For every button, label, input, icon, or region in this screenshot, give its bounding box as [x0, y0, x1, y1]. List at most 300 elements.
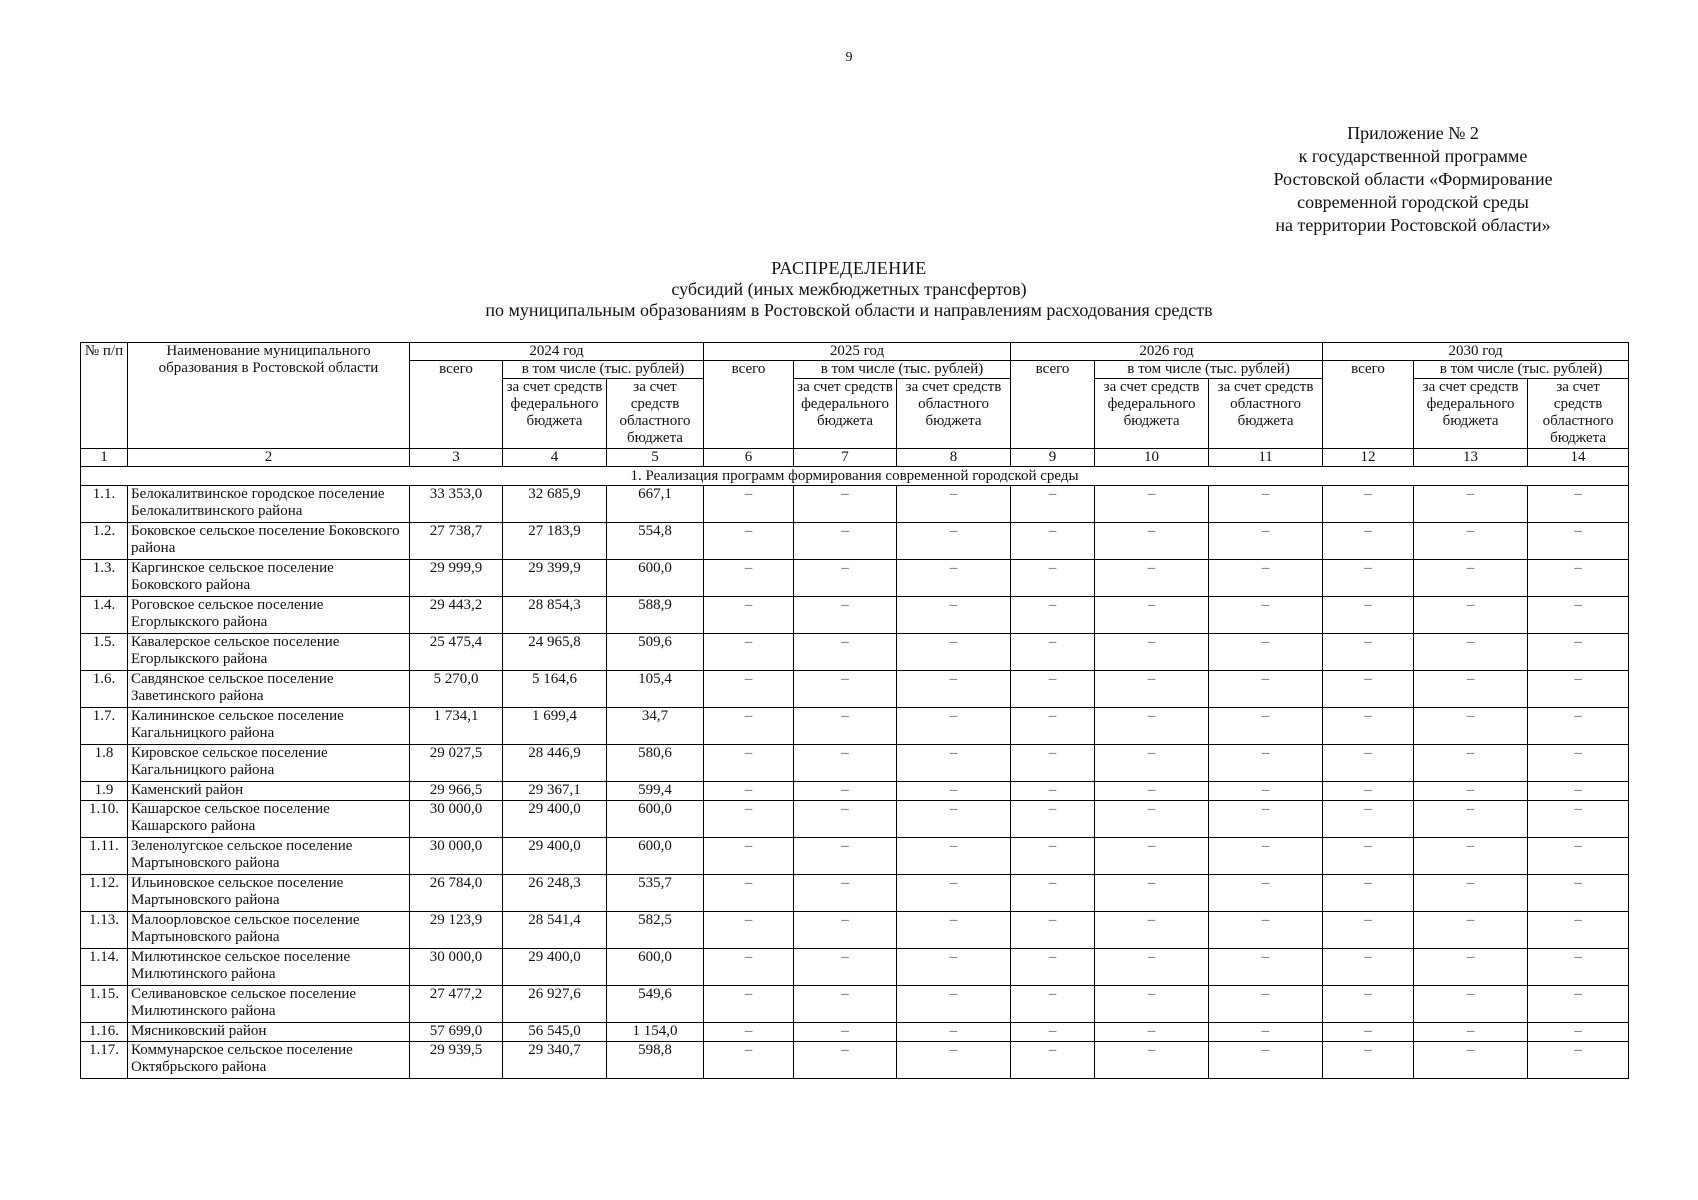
- amount-federal: 26 927,6: [503, 986, 607, 1023]
- empty-value: –: [704, 745, 794, 782]
- column-number: 5: [607, 449, 704, 467]
- empty-value: –: [1323, 671, 1414, 708]
- amount-federal: 27 183,9: [503, 523, 607, 560]
- amount-total: 33 353,0: [410, 486, 503, 523]
- empty-value: –: [1011, 634, 1095, 671]
- page-number: 9: [845, 50, 853, 65]
- empty-value: –: [1095, 671, 1209, 708]
- empty-value: –: [1209, 671, 1323, 708]
- amount-total: 29 443,2: [410, 597, 503, 634]
- column-number: 1: [81, 449, 128, 467]
- empty-value: –: [1528, 912, 1629, 949]
- empty-value: –: [1095, 745, 1209, 782]
- table-row: [81, 560, 1629, 597]
- empty-value: –: [897, 986, 1011, 1023]
- amount-regional: 600,0: [607, 838, 704, 875]
- column-number: 10: [1095, 449, 1209, 467]
- empty-value: –: [1095, 801, 1209, 838]
- header-regional: за счет средств областного бюджета: [1528, 379, 1629, 449]
- municipality-name: Савдянское сельское поселение Заветинского района: [128, 671, 410, 708]
- empty-value: –: [1528, 986, 1629, 1023]
- table-row: [81, 634, 1629, 671]
- empty-value: –: [1209, 949, 1323, 986]
- empty-value: –: [1095, 486, 1209, 523]
- header-total: всего: [410, 361, 503, 449]
- row-number: 1.3.: [81, 560, 128, 597]
- empty-value: –: [704, 949, 794, 986]
- amount-regional: 582,5: [607, 912, 704, 949]
- empty-value: –: [1528, 634, 1629, 671]
- empty-value: –: [794, 986, 897, 1023]
- empty-value: –: [1011, 708, 1095, 745]
- empty-value: –: [704, 671, 794, 708]
- empty-value: –: [1414, 560, 1528, 597]
- empty-value: –: [1209, 986, 1323, 1023]
- amount-regional: 535,7: [607, 875, 704, 912]
- column-number: 4: [503, 449, 607, 467]
- empty-value: –: [1414, 838, 1528, 875]
- empty-value: –: [1209, 634, 1323, 671]
- empty-value: –: [704, 523, 794, 560]
- empty-value: –: [794, 1042, 897, 1079]
- empty-value: –: [1209, 801, 1323, 838]
- empty-value: –: [1528, 523, 1629, 560]
- section-row: [81, 467, 1629, 486]
- empty-value: –: [1209, 912, 1323, 949]
- row-number: 1.14.: [81, 949, 128, 986]
- header-federal: за счет средств федерального бюджета: [1414, 379, 1528, 449]
- empty-value: –: [1323, 523, 1414, 560]
- amount-federal: 26 248,3: [503, 875, 607, 912]
- empty-value: –: [1011, 949, 1095, 986]
- empty-value: –: [897, 875, 1011, 912]
- empty-value: –: [1011, 597, 1095, 634]
- empty-value: –: [1414, 523, 1528, 560]
- empty-value: –: [794, 671, 897, 708]
- row-number: 1.2.: [81, 523, 128, 560]
- empty-value: –: [1323, 560, 1414, 597]
- empty-value: –: [897, 597, 1011, 634]
- empty-value: –: [704, 801, 794, 838]
- amount-regional: 600,0: [607, 801, 704, 838]
- empty-value: –: [1011, 1023, 1095, 1042]
- municipality-name: Селивановское сельское поселение Милютинского района: [128, 986, 410, 1023]
- empty-value: –: [897, 708, 1011, 745]
- empty-value: –: [1414, 801, 1528, 838]
- empty-value: –: [704, 634, 794, 671]
- empty-value: –: [1209, 708, 1323, 745]
- empty-value: –: [1209, 486, 1323, 523]
- empty-value: –: [897, 671, 1011, 708]
- header-regional: за счет средств областного бюджета: [897, 379, 1011, 449]
- empty-value: –: [794, 1023, 897, 1042]
- header-total: всего: [704, 361, 794, 449]
- table-row: [81, 745, 1629, 782]
- row-number: 1.13.: [81, 912, 128, 949]
- empty-value: –: [1011, 986, 1095, 1023]
- appendix-line: Ростовской области «Формирование: [1273, 169, 1553, 189]
- table-row: [81, 523, 1629, 560]
- header-year: 2026 год: [1011, 343, 1323, 361]
- municipality-name: Калининское сельское поселение Кагальницкого района: [128, 708, 410, 745]
- empty-value: –: [704, 1042, 794, 1079]
- empty-value: –: [897, 634, 1011, 671]
- empty-value: –: [897, 1023, 1011, 1042]
- empty-value: –: [1528, 782, 1629, 801]
- empty-value: –: [1095, 597, 1209, 634]
- municipality-name: Кавалерское сельское поселение Егорлыкского района: [128, 634, 410, 671]
- column-number: 8: [897, 449, 1011, 467]
- empty-value: –: [1414, 671, 1528, 708]
- empty-value: –: [1323, 875, 1414, 912]
- amount-federal: 32 685,9: [503, 486, 607, 523]
- empty-value: –: [1528, 1023, 1629, 1042]
- empty-value: –: [1011, 560, 1095, 597]
- header-name: Наименование муниципального образования в Ростовской области: [128, 343, 410, 449]
- empty-value: –: [794, 560, 897, 597]
- empty-value: –: [704, 782, 794, 801]
- row-number: 1.17.: [81, 1042, 128, 1079]
- table-row: [81, 1042, 1629, 1079]
- amount-regional: 580,6: [607, 745, 704, 782]
- row-number: 1.6.: [81, 671, 128, 708]
- empty-value: –: [1011, 671, 1095, 708]
- empty-value: –: [1414, 634, 1528, 671]
- header-including: в том числе (тыс. рублей): [794, 361, 1011, 379]
- empty-value: –: [1414, 949, 1528, 986]
- empty-value: –: [1209, 1023, 1323, 1042]
- empty-value: –: [1414, 745, 1528, 782]
- empty-value: –: [794, 597, 897, 634]
- amount-regional: 1 154,0: [607, 1023, 704, 1042]
- empty-value: –: [1011, 486, 1095, 523]
- column-number: 9: [1011, 449, 1095, 467]
- empty-value: –: [794, 486, 897, 523]
- column-number: 2: [128, 449, 410, 467]
- amount-total: 27 738,7: [410, 523, 503, 560]
- empty-value: –: [1323, 634, 1414, 671]
- amount-regional: 105,4: [607, 671, 704, 708]
- empty-value: –: [1011, 912, 1095, 949]
- empty-value: –: [1095, 634, 1209, 671]
- amount-total: 29 027,5: [410, 745, 503, 782]
- column-number: 7: [794, 449, 897, 467]
- table-row: [81, 486, 1629, 523]
- empty-value: –: [1323, 949, 1414, 986]
- amount-federal: 28 446,9: [503, 745, 607, 782]
- empty-value: –: [794, 708, 897, 745]
- header-num: № п/п: [81, 343, 128, 449]
- empty-value: –: [704, 838, 794, 875]
- amount-federal: 28 854,3: [503, 597, 607, 634]
- empty-value: –: [897, 782, 1011, 801]
- empty-value: –: [1323, 1023, 1414, 1042]
- distribution-table: [80, 342, 1629, 1079]
- column-number: 11: [1209, 449, 1323, 467]
- amount-federal: 29 400,0: [503, 838, 607, 875]
- empty-value: –: [1528, 745, 1629, 782]
- header-federal: за счет средств федерального бюджета: [503, 379, 607, 449]
- empty-value: –: [1528, 486, 1629, 523]
- amount-total: 29 123,9: [410, 912, 503, 949]
- amount-total: 29 999,9: [410, 560, 503, 597]
- amount-total: 26 784,0: [410, 875, 503, 912]
- row-number: 1.10.: [81, 801, 128, 838]
- empty-value: –: [1414, 986, 1528, 1023]
- amount-regional: 600,0: [607, 949, 704, 986]
- empty-value: –: [794, 875, 897, 912]
- row-number: 1.11.: [81, 838, 128, 875]
- municipality-name: Кировское сельское поселение Кагальницкого района: [128, 745, 410, 782]
- row-number: 1.7.: [81, 708, 128, 745]
- amount-federal: 29 340,7: [503, 1042, 607, 1079]
- appendix-line: к государственной программе: [1298, 146, 1528, 166]
- empty-value: –: [704, 560, 794, 597]
- header-federal: за счет средств федерального бюджета: [1095, 379, 1209, 449]
- empty-value: –: [704, 986, 794, 1023]
- row-number: 1.1.: [81, 486, 128, 523]
- column-number: 12: [1323, 449, 1414, 467]
- empty-value: –: [897, 801, 1011, 838]
- header-year: 2025 год: [704, 343, 1011, 361]
- table-row: [81, 912, 1629, 949]
- empty-value: –: [897, 560, 1011, 597]
- municipality-name: Ильиновское сельское поселение Мартыновского района: [128, 875, 410, 912]
- empty-value: –: [1011, 523, 1095, 560]
- amount-regional: 509,6: [607, 634, 704, 671]
- empty-value: –: [704, 708, 794, 745]
- municipality-name: Кашарское сельское поселение Кашарского района: [128, 801, 410, 838]
- appendix-line: на территории Ростовской области»: [1275, 215, 1551, 235]
- header-year: 2030 год: [1323, 343, 1629, 361]
- empty-value: –: [1011, 801, 1095, 838]
- amount-federal: 29 367,1: [503, 782, 607, 801]
- amount-federal: 28 541,4: [503, 912, 607, 949]
- empty-value: –: [794, 949, 897, 986]
- empty-value: –: [1209, 597, 1323, 634]
- amount-regional: 599,4: [607, 782, 704, 801]
- table-row: [81, 949, 1629, 986]
- empty-value: –: [1095, 838, 1209, 875]
- row-number: 1.4.: [81, 597, 128, 634]
- empty-value: –: [1011, 838, 1095, 875]
- amount-total: 1 734,1: [410, 708, 503, 745]
- amount-total: 30 000,0: [410, 838, 503, 875]
- table-row: [81, 1023, 1629, 1042]
- amount-regional: 34,7: [607, 708, 704, 745]
- empty-value: –: [1414, 1042, 1528, 1079]
- empty-value: –: [1323, 1042, 1414, 1079]
- amount-regional: 600,0: [607, 560, 704, 597]
- empty-value: –: [1323, 782, 1414, 801]
- amount-total: 5 270,0: [410, 671, 503, 708]
- empty-value: –: [1414, 1023, 1528, 1042]
- empty-value: –: [897, 1042, 1011, 1079]
- row-number: 1.8: [81, 745, 128, 782]
- empty-value: –: [1095, 560, 1209, 597]
- empty-value: –: [1011, 1042, 1095, 1079]
- header-including: в том числе (тыс. рублей): [503, 361, 704, 379]
- amount-federal: 1 699,4: [503, 708, 607, 745]
- empty-value: –: [1095, 523, 1209, 560]
- data-rows: [81, 486, 1629, 1079]
- section-title: 1. Реализация программ формирования современной городской среды: [81, 467, 1629, 486]
- empty-value: –: [794, 838, 897, 875]
- empty-value: –: [1528, 671, 1629, 708]
- amount-total: 57 699,0: [410, 1023, 503, 1042]
- empty-value: –: [704, 875, 794, 912]
- municipality-name: Белокалитвинское городское поселение Белокалитвинского района: [128, 486, 410, 523]
- empty-value: –: [1209, 560, 1323, 597]
- empty-value: –: [794, 634, 897, 671]
- municipality-name: Каргинское сельское поселение Боковского района: [128, 560, 410, 597]
- empty-value: –: [897, 523, 1011, 560]
- empty-value: –: [1323, 838, 1414, 875]
- municipality-name: Боковское сельское поселение Боковского района: [128, 523, 410, 560]
- empty-value: –: [897, 912, 1011, 949]
- empty-value: –: [1414, 912, 1528, 949]
- amount-federal: 5 164,6: [503, 671, 607, 708]
- amount-regional: 554,8: [607, 523, 704, 560]
- amount-regional: 598,8: [607, 1042, 704, 1079]
- empty-value: –: [794, 912, 897, 949]
- column-number: 6: [704, 449, 794, 467]
- empty-value: –: [1209, 523, 1323, 560]
- empty-value: –: [1528, 801, 1629, 838]
- row-number: 1.12.: [81, 875, 128, 912]
- table-row: [81, 801, 1629, 838]
- header-federal: за счет средств федерального бюджета: [794, 379, 897, 449]
- empty-value: –: [1095, 912, 1209, 949]
- empty-value: –: [1209, 782, 1323, 801]
- table-row: [81, 708, 1629, 745]
- empty-value: –: [1209, 745, 1323, 782]
- amount-regional: 667,1: [607, 486, 704, 523]
- empty-value: –: [1414, 486, 1528, 523]
- empty-value: –: [1323, 912, 1414, 949]
- amount-federal: 24 965,8: [503, 634, 607, 671]
- empty-value: –: [897, 949, 1011, 986]
- empty-value: –: [794, 801, 897, 838]
- empty-value: –: [897, 745, 1011, 782]
- empty-value: –: [897, 838, 1011, 875]
- amount-total: 30 000,0: [410, 949, 503, 986]
- row-number: 1.5.: [81, 634, 128, 671]
- amount-total: 25 475,4: [410, 634, 503, 671]
- amount-federal: 29 400,0: [503, 801, 607, 838]
- empty-value: –: [1414, 708, 1528, 745]
- document-heading: [0, 258, 1698, 321]
- amount-federal: 56 545,0: [503, 1023, 607, 1042]
- empty-value: –: [1414, 597, 1528, 634]
- empty-value: –: [1528, 949, 1629, 986]
- document-title: РАСПРЕДЕЛЕНИЕ: [771, 258, 927, 278]
- table-row: [81, 597, 1629, 634]
- column-number: 14: [1528, 449, 1629, 467]
- appendix-line: Приложение № 2: [1347, 123, 1479, 143]
- empty-value: –: [794, 745, 897, 782]
- empty-value: –: [1095, 875, 1209, 912]
- empty-value: –: [1095, 986, 1209, 1023]
- empty-value: –: [1011, 782, 1095, 801]
- header-total: всего: [1011, 361, 1095, 449]
- header-including: в том числе (тыс. рублей): [1414, 361, 1629, 379]
- empty-value: –: [1011, 875, 1095, 912]
- empty-value: –: [1414, 875, 1528, 912]
- empty-value: –: [1323, 745, 1414, 782]
- table-row: [81, 671, 1629, 708]
- amount-federal: 29 399,9: [503, 560, 607, 597]
- municipality-name: Мясниковский район: [128, 1023, 410, 1042]
- header-including: в том числе (тыс. рублей): [1095, 361, 1323, 379]
- empty-value: –: [1414, 782, 1528, 801]
- empty-value: –: [1528, 560, 1629, 597]
- empty-value: –: [1528, 875, 1629, 912]
- amount-total: 30 000,0: [410, 801, 503, 838]
- municipality-name: Милютинское сельское поселение Милютинского района: [128, 949, 410, 986]
- column-number: 13: [1414, 449, 1528, 467]
- column-number-row: [81, 449, 1629, 467]
- municipality-name: Малоорловское сельское поселение Мартыновского района: [128, 912, 410, 949]
- empty-value: –: [1323, 708, 1414, 745]
- header-regional: за счет средств областного бюджета: [607, 379, 704, 449]
- amount-total: 29 939,5: [410, 1042, 503, 1079]
- empty-value: –: [1323, 801, 1414, 838]
- column-number: 3: [410, 449, 503, 467]
- empty-value: –: [1528, 708, 1629, 745]
- row-number: 1.9: [81, 782, 128, 801]
- table-row: [81, 986, 1629, 1023]
- municipality-name: Коммунарское сельское поселение Октябрьского района: [128, 1042, 410, 1079]
- appendix-line: современной городской среды: [1297, 192, 1529, 212]
- empty-value: –: [1011, 745, 1095, 782]
- municipality-name: Зеленолугское сельское поселение Мартыновского района: [128, 838, 410, 875]
- empty-value: –: [1209, 875, 1323, 912]
- amount-total: 27 477,2: [410, 986, 503, 1023]
- empty-value: –: [1095, 1042, 1209, 1079]
- empty-value: –: [1095, 1023, 1209, 1042]
- appendix-block: [1248, 122, 1578, 237]
- amount-regional: 549,6: [607, 986, 704, 1023]
- amount-total: 29 966,5: [410, 782, 503, 801]
- header-regional: за счет средств областного бюджета: [1209, 379, 1323, 449]
- empty-value: –: [1323, 986, 1414, 1023]
- empty-value: –: [1323, 486, 1414, 523]
- empty-value: –: [1323, 597, 1414, 634]
- empty-value: –: [704, 1023, 794, 1042]
- document-subtitle: субсидий (иных межбюджетных трансфертов): [671, 279, 1027, 299]
- municipality-name: Каменский район: [128, 782, 410, 801]
- empty-value: –: [794, 523, 897, 560]
- empty-value: –: [794, 782, 897, 801]
- empty-value: –: [1209, 1042, 1323, 1079]
- row-number: 1.16.: [81, 1023, 128, 1042]
- row-number: 1.15.: [81, 986, 128, 1023]
- empty-value: –: [1528, 597, 1629, 634]
- document-subtitle: по муниципальным образованиям в Ростовской области и направлениям расходования средств: [485, 300, 1213, 320]
- header-total: всего: [1323, 361, 1414, 449]
- table-row: [81, 782, 1629, 801]
- amount-regional: 588,9: [607, 597, 704, 634]
- empty-value: –: [704, 597, 794, 634]
- empty-value: –: [704, 486, 794, 523]
- empty-value: –: [1209, 838, 1323, 875]
- empty-value: –: [1528, 838, 1629, 875]
- amount-federal: 29 400,0: [503, 949, 607, 986]
- empty-value: –: [1528, 1042, 1629, 1079]
- empty-value: –: [897, 486, 1011, 523]
- empty-value: –: [1095, 782, 1209, 801]
